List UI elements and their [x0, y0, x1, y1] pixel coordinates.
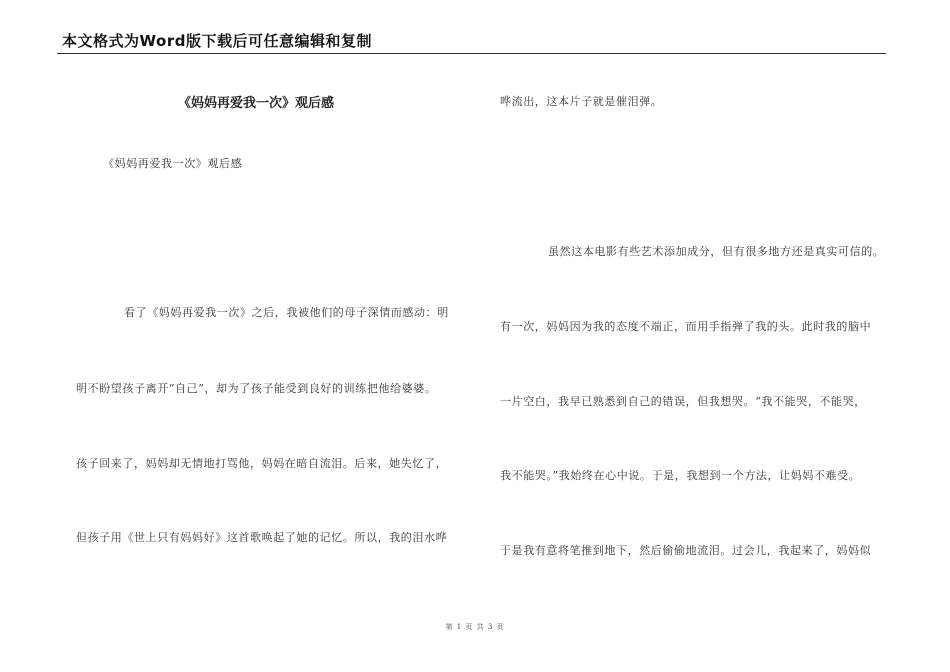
header-title: 本文格式为Word版下载后可任意编辑和复制	[62, 32, 372, 50]
text-line: 虽然这本电影有些艺术添加成分，但有很多地方还是真实可信的。	[548, 245, 885, 258]
text-line: 哗流出，这本片子就是催泪弹。	[500, 95, 663, 108]
text-line: 《妈妈再爱我一次》观后感	[103, 157, 243, 170]
text-line: 明不盼望孩子离开“自己”，却为了孩子能受到良好的训练把他给婆婆。	[76, 382, 437, 395]
page-footer: 第 1 页 共 3 页	[445, 623, 505, 631]
text-line: 但孩子用《世上只有妈妈好》这首歌唤起了她的记忆。所以，我的泪水哗	[76, 531, 448, 544]
header-divider	[57, 53, 886, 54]
text-line: 孩子回来了，妈妈却无情地打骂他，妈妈在暗自流泪。后来，她失忆了，	[76, 457, 448, 470]
text-line: 一片空白，我早已熟悉到自己的错误，但我想哭。“我不能哭，不能哭，	[500, 395, 866, 408]
document-title: 《妈妈再爱我一次》观后感	[178, 96, 335, 111]
text-line: 我不能哭。”我始终在心中说。于是，我想到一个方法，让妈妈不难受。	[500, 469, 861, 482]
text-line: 看了《妈妈再爱我一次》之后，我被他们的母子深情而感动：明	[124, 306, 449, 319]
text-line: 有一次，妈妈因为我的态度不端正，而用手指弹了我的头。此时我的脑中	[500, 320, 872, 333]
text-line: 于是我有意将笔推到地下，然后偷偷地流泪。过会儿，我起来了，妈妈似	[500, 544, 872, 557]
